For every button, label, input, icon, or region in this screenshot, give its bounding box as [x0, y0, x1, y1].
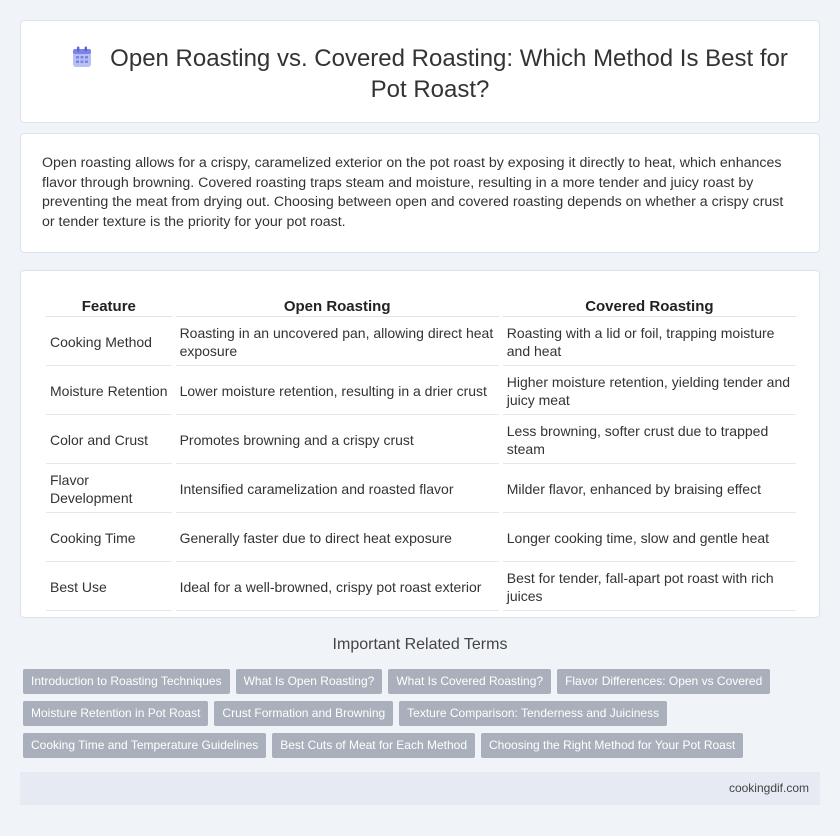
related-term-link[interactable]: Introduction to Roasting Techniques: [23, 669, 230, 694]
related-term-link[interactable]: What Is Open Roasting?: [236, 669, 383, 694]
feature-cell: Moisture Retention: [46, 368, 172, 415]
related-term-link[interactable]: Texture Comparison: Tenderness and Juiciness: [399, 701, 667, 726]
open-roasting-cell: Ideal for a well-browned, crispy pot roast exterior: [176, 564, 499, 611]
related-terms-row: [23, 701, 823, 733]
table-header-row: [46, 297, 796, 317]
table-row: [46, 564, 796, 611]
header-open-roasting: Open Roasting: [176, 297, 499, 317]
feature-cell: Best Use: [46, 564, 172, 611]
covered-roasting-cell: Longer cooking time, slow and gentle heat: [503, 515, 796, 562]
table-row: [46, 417, 796, 464]
feature-cell: Cooking Time: [46, 515, 172, 562]
open-roasting-cell: Lower moisture retention, resulting in a drier crust: [176, 368, 499, 415]
related-term-link[interactable]: What Is Covered Roasting?: [388, 669, 551, 694]
feature-cell: Color and Crust: [46, 417, 172, 464]
title-card: [20, 20, 820, 123]
related-term-link[interactable]: Best Cuts of Meat for Each Method: [272, 733, 475, 758]
open-roasting-cell: Promotes browning and a crispy crust: [176, 417, 499, 464]
feature-cell: Cooking Method: [46, 319, 172, 366]
page-title-text: Open Roasting vs. Covered Roasting: Which Method Is Best for Pot Roast?: [110, 45, 788, 103]
related-terms-row: [23, 669, 823, 701]
intro-paragraph: Open roasting allows for a crispy, caramelized exterior on the pot roast by exposing it directly to heat, which enhances flavor through browning. Covered roasting traps steam and moisture, resulting in a more tender and juicy roast by preventing the meat from drying out. Choosing between open and covered roasting depends on whether a crispy crust or tender texture is the priority for your pot roast.: [42, 155, 784, 231]
footer-site-link[interactable]: cookingdif.com: [728, 781, 809, 795]
covered-roasting-cell: Roasting with a lid or foil, trapping moisture and heat: [503, 319, 796, 366]
covered-roasting-cell: Milder flavor, enhanced by braising effect: [503, 466, 796, 513]
feature-cell: Flavor Development: [46, 466, 172, 513]
related-terms-list: [23, 669, 823, 765]
page-title: [61, 43, 799, 105]
footer: [20, 772, 820, 805]
related-terms-row: [23, 733, 823, 765]
covered-roasting-cell: Higher moisture retention, yielding tender and juicy meat: [503, 368, 796, 415]
covered-roasting-cell: Less browning, softer crust due to trapped steam: [503, 417, 796, 464]
related-term-link[interactable]: Cooking Time and Temperature Guidelines: [23, 733, 266, 758]
open-roasting-cell: Roasting in an uncovered pan, allowing direct heat exposure: [176, 319, 499, 366]
table-row: [46, 466, 796, 513]
header-feature: Feature: [46, 297, 172, 317]
comparison-table-card: [20, 270, 820, 618]
table-row: [46, 515, 796, 562]
covered-roasting-cell: Best for tender, fall-apart pot roast with rich juices: [503, 564, 796, 611]
related-term-link[interactable]: Flavor Differences: Open vs Covered: [557, 669, 770, 694]
open-roasting-cell: Intensified caramelization and roasted flavor: [176, 466, 499, 513]
related-term-link[interactable]: Moisture Retention in Pot Roast: [23, 701, 208, 726]
calendar-icon: [72, 46, 92, 68]
open-roasting-cell: Generally faster due to direct heat exposure: [176, 515, 499, 562]
intro-card: [20, 133, 820, 253]
comparison-table: [42, 295, 800, 613]
related-term-link[interactable]: Crust Formation and Browning: [214, 701, 393, 726]
table-row: [46, 368, 796, 415]
related-term-link[interactable]: Choosing the Right Method for Your Pot Roast: [481, 733, 743, 758]
header-covered-roasting: Covered Roasting: [503, 297, 796, 317]
related-terms-heading: Important Related Terms: [332, 636, 508, 653]
table-row: [46, 319, 796, 366]
